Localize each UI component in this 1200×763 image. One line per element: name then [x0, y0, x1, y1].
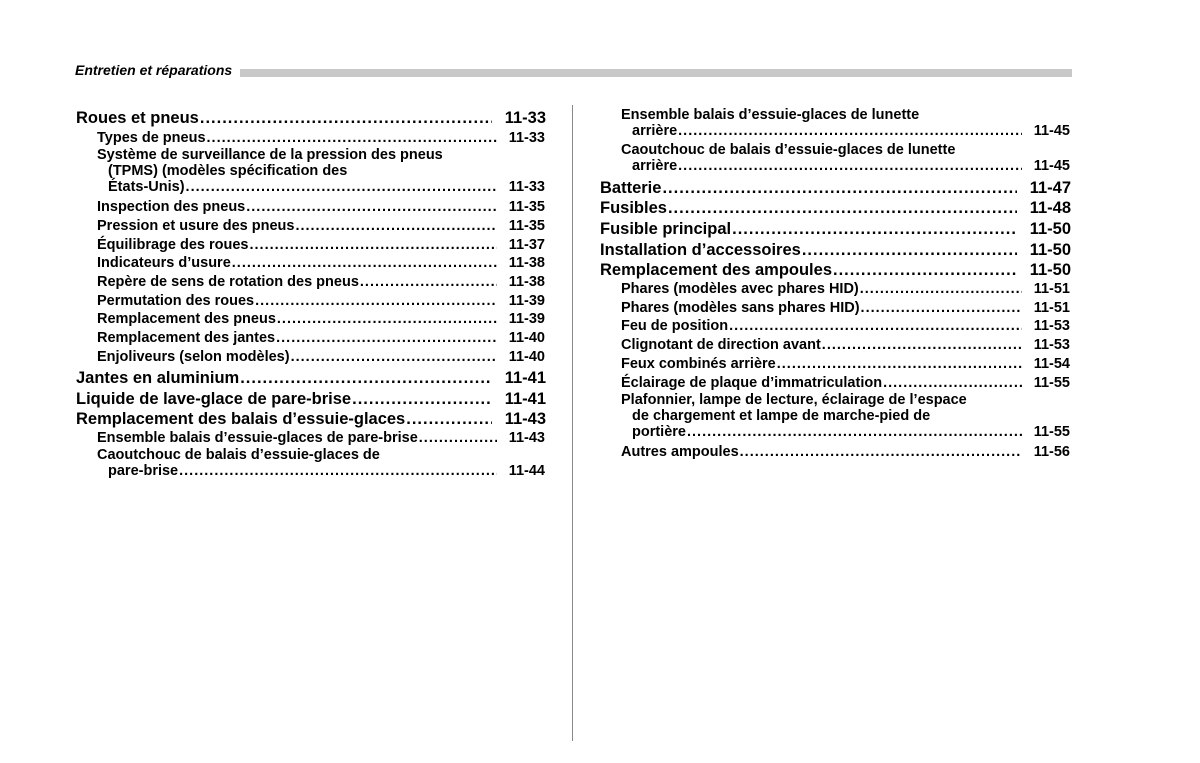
toc-entry[interactable]: [76, 108, 546, 128]
toc-entry[interactable]: [600, 219, 1071, 239]
toc-entry-title: Autres ampoules: [621, 444, 739, 460]
dot-leader: [860, 281, 1022, 297]
toc-entry-title: Ensemble balais d’essuie-glaces de pare-brise: [97, 430, 418, 446]
toc-entry-title-line: Système de surveillance de la pression des pneus: [97, 147, 443, 163]
toc-entry[interactable]: [76, 218, 546, 234]
toc-entry-title: Types de pneus: [97, 130, 206, 146]
dot-leader: [179, 463, 497, 479]
dot-leader: [729, 318, 1022, 334]
toc-entry-title: Batterie: [600, 179, 662, 197]
toc-entry[interactable]: [76, 237, 546, 253]
toc-entry-title: Installation d’accessoires: [600, 241, 801, 259]
dot-leader: [240, 368, 492, 388]
toc-entry-title: Équilibrage des roues: [97, 237, 249, 253]
toc-entry-page: 11-44: [508, 463, 545, 479]
toc-entry-title: Feu de position: [621, 318, 729, 334]
dot-leader: [662, 178, 1017, 198]
toc-entry-page: 11-35: [508, 218, 545, 234]
toc-entry-page: 11-50: [1029, 220, 1071, 238]
toc-entry[interactable]: [76, 430, 546, 446]
dot-leader: [419, 430, 497, 446]
dot-leader: [822, 337, 1022, 353]
toc-entry[interactable]: [76, 311, 546, 327]
toc-entry-title: Pression et usure des pneus: [97, 218, 295, 234]
toc-entry-page: 11-54: [1033, 356, 1070, 372]
toc-entry-title: Remplacement des jantes: [97, 330, 276, 346]
toc-entry-page: 11-50: [1029, 241, 1071, 259]
toc-entry-page: 11-48: [1029, 199, 1071, 217]
toc-entry-title: Remplacement des balais d’essuie-glaces: [76, 410, 406, 428]
dot-leader: [740, 444, 1022, 460]
dot-leader: [360, 274, 497, 290]
toc-entry-page: 11-55: [1033, 375, 1070, 391]
toc-entry-page: 11-35: [508, 199, 545, 215]
toc-entry-page: 11-39: [508, 293, 545, 309]
toc-entry[interactable]: [76, 147, 546, 195]
toc-entry-page: 11-51: [1033, 300, 1070, 316]
toc-entry-title: Phares (modèles avec phares HID): [621, 281, 859, 297]
toc-entry[interactable]: [600, 178, 1071, 198]
header-rule: [240, 69, 1072, 77]
toc-entry-page: 11-33: [504, 109, 546, 127]
toc-entry[interactable]: [76, 409, 546, 429]
toc-entry-title-line: Caoutchouc de balais d’essuie-glaces de: [97, 447, 380, 463]
dot-leader: [186, 179, 497, 195]
toc-entry[interactable]: [600, 107, 1071, 139]
toc-entry[interactable]: [76, 274, 546, 290]
toc-entry-title: Indicateurs d’usure: [97, 255, 231, 271]
dot-leader: [246, 199, 497, 215]
toc-entry[interactable]: [76, 447, 546, 479]
dot-leader: [833, 260, 1017, 280]
toc-entry-page: 11-37: [508, 237, 545, 253]
toc-entry-page: 11-51: [1033, 281, 1070, 297]
dot-leader: [802, 240, 1017, 260]
section-title: Entretien et réparations: [75, 62, 233, 78]
toc-entry-page: 11-33: [508, 130, 545, 146]
dot-leader: [678, 158, 1022, 174]
toc-entry-page: 11-50: [1029, 261, 1071, 279]
toc-entry[interactable]: [600, 337, 1071, 353]
toc-entry-title: Fusible principal: [600, 220, 732, 238]
toc-entry-page: 11-45: [1033, 123, 1070, 139]
toc-entry-title: Liquide de lave-glace de pare-brise: [76, 390, 352, 408]
toc-entry-page: 11-41: [504, 369, 546, 387]
toc-entry[interactable]: [600, 260, 1071, 280]
dot-leader: [732, 219, 1017, 239]
toc-entry-page: 11-45: [1033, 158, 1070, 174]
dot-leader: [678, 123, 1022, 139]
toc-entry-title-line: (TPMS) (modèles spécification des: [108, 163, 348, 179]
toc-entry[interactable]: [76, 293, 546, 309]
toc-entry-title: Feux combinés arrière: [621, 356, 776, 372]
toc-entry-page: 11-40: [508, 330, 545, 346]
toc-entry-page: 11-55: [1033, 424, 1070, 440]
toc-entry[interactable]: [76, 199, 546, 215]
toc-entry[interactable]: [600, 392, 1071, 440]
toc-entry-title: arrière: [632, 158, 678, 174]
toc-entry-page: 11-53: [1033, 337, 1070, 353]
toc-entry-title-line: de chargement et lampe de marche-pied de: [632, 408, 931, 424]
toc-entry-title: arrière: [632, 123, 678, 139]
dot-leader: [291, 349, 497, 365]
toc-entry[interactable]: [600, 281, 1071, 297]
dot-leader: [250, 237, 498, 253]
column-divider: [572, 105, 573, 741]
toc-entry-title: Inspection des pneus: [97, 199, 246, 215]
dot-leader: [861, 300, 1022, 316]
toc-entry[interactable]: [600, 142, 1071, 174]
toc-entry[interactable]: [600, 318, 1071, 334]
toc-entry[interactable]: [76, 368, 546, 388]
toc-entry[interactable]: [600, 356, 1071, 372]
dot-leader: [295, 218, 497, 234]
dot-leader: [255, 293, 497, 309]
toc-entry-title-line: Caoutchouc de balais d’essuie-glaces de lunette: [621, 142, 956, 158]
toc-entry-title: Remplacement des pneus: [97, 311, 276, 327]
toc-entry-title: États-Unis): [108, 179, 185, 195]
dot-leader: [200, 108, 492, 128]
toc-entry-page: 11-38: [508, 255, 545, 271]
toc-entry-title: Roues et pneus: [76, 109, 199, 127]
toc-entry-title: Éclairage de plaque d’immatriculation: [621, 375, 883, 391]
toc-entry[interactable]: [600, 375, 1071, 391]
toc-entry-page: 11-39: [508, 311, 545, 327]
toc-entry-title-line: Plafonnier, lampe de lecture, éclairage de l’espace: [621, 392, 967, 408]
toc-entry-page: 11-43: [508, 430, 545, 446]
toc-entry-page: 11-41: [504, 390, 546, 408]
toc-entry-title: Permutation des roues: [97, 293, 255, 309]
toc-entry-title: Repère de sens de rotation des pneus: [97, 274, 359, 290]
toc-entry-page: 11-43: [504, 410, 546, 428]
toc-entry-page: 11-40: [508, 349, 545, 365]
toc-entry-page: 11-38: [508, 274, 545, 290]
toc-entry-title: Remplacement des ampoules: [600, 261, 832, 279]
toc-entry[interactable]: [76, 130, 546, 146]
toc-entry[interactable]: [600, 240, 1071, 260]
toc-entry[interactable]: [600, 444, 1071, 460]
dot-leader: [777, 356, 1022, 372]
toc-entry-title: pare-brise: [108, 463, 179, 479]
toc-entry[interactable]: [600, 300, 1071, 316]
toc-entry-title: Clignotant de direction avant: [621, 337, 821, 353]
toc-entry-page: 11-47: [1029, 179, 1071, 197]
toc-entry-title-line: Ensemble balais d’essuie-glaces de lunette: [621, 107, 920, 123]
toc-entry[interactable]: [76, 389, 546, 409]
toc-entry[interactable]: [76, 255, 546, 271]
toc-entry[interactable]: [76, 330, 546, 346]
toc-entry-title: portière: [632, 424, 686, 440]
dot-leader: [687, 424, 1022, 440]
dot-leader: [883, 375, 1022, 391]
toc-entry-title: Jantes en aluminium: [76, 369, 240, 387]
toc-entry[interactable]: [600, 198, 1071, 218]
toc-entry-page: 11-53: [1033, 318, 1070, 334]
toc-entry-page: 11-56: [1033, 444, 1070, 460]
dot-leader: [668, 198, 1017, 218]
toc-entry-page: 11-33: [508, 179, 545, 195]
toc-entry-title: Enjoliveurs (selon modèles): [97, 349, 290, 365]
toc-entry-title: Fusibles: [600, 199, 667, 217]
toc-entry-title: Phares (modèles sans phares HID): [621, 300, 860, 316]
dot-leader: [207, 130, 497, 146]
dot-leader: [406, 409, 492, 429]
dot-leader: [277, 311, 497, 327]
toc-entry[interactable]: [76, 349, 546, 365]
dot-leader: [276, 330, 497, 346]
dot-leader: [232, 255, 497, 271]
dot-leader: [352, 389, 492, 409]
